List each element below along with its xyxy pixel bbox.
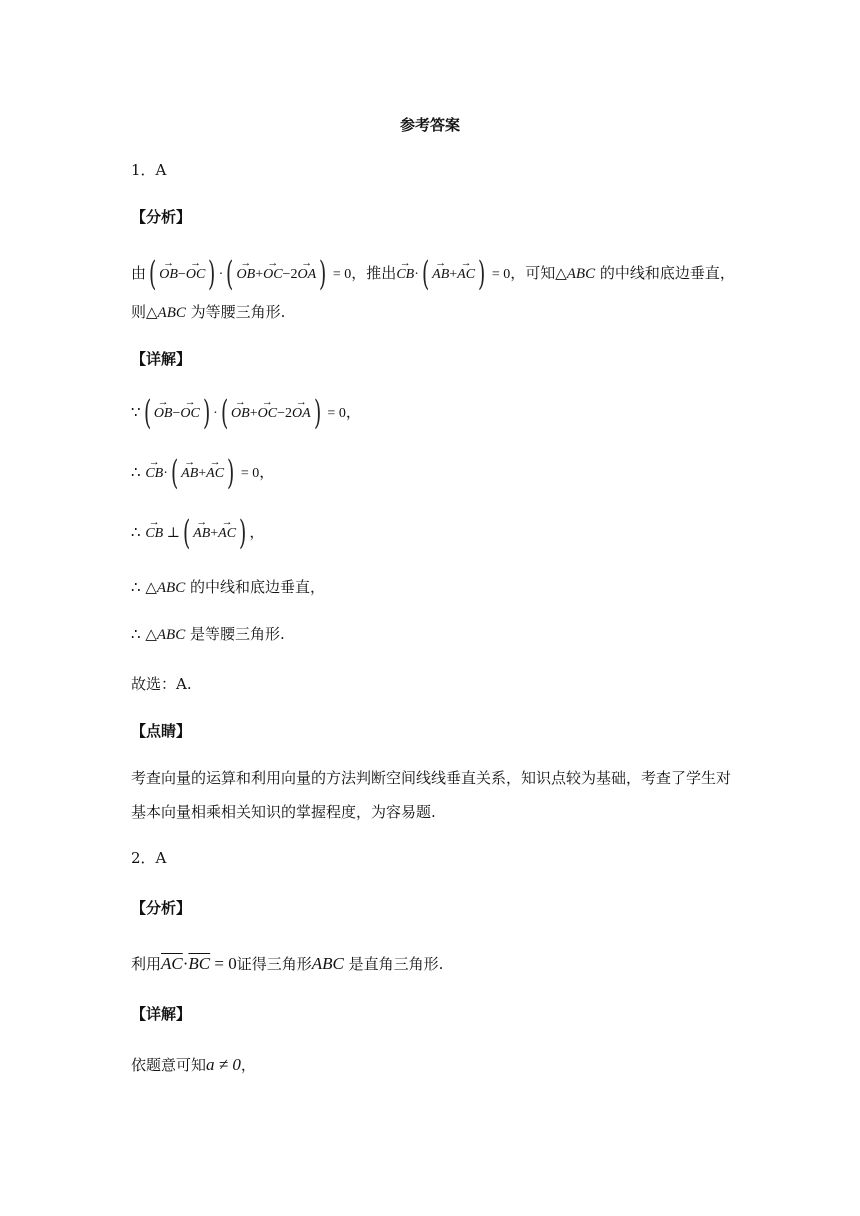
q1-number: 1．A <box>131 161 167 179</box>
q1-comment-heading: 【点睛】 <box>131 722 192 740</box>
q1-analysis-line1: 由( → OB−→ OC) ·( → OB+→ OC−2→ OA) = 0，推出→ CB·( → AB+→ AC) = 0，可知△ABC 的中线和底边垂直， <box>131 262 735 286</box>
q1-detail-step3: ∴ → CB ⊥( → AB+→ AC) ， <box>131 521 264 545</box>
q1-detail-step5: ∴ △ABC 是等腰三角形. <box>131 625 285 643</box>
page-title: 参考答案 <box>399 116 460 134</box>
q1-analysis-line2: 则△ABC 为等腰三角形. <box>131 303 286 321</box>
q1-detail-step1: ∵( → OB−→ OC) ·( → OB+→ OC−2→ OA) = 0， <box>131 401 361 425</box>
q1-detail-step2: ∴ → CB·( → AB+→ AC) = 0， <box>131 461 274 485</box>
q1-analysis-heading: 【分析】 <box>131 208 192 226</box>
q1-comment-line2: 基本向量相乘相关知识的掌握程度，为容易题. <box>131 803 436 821</box>
q1-choice: 故选：A. <box>131 675 192 693</box>
q2-analysis-heading: 【分析】 <box>131 899 192 917</box>
q2-detail-heading: 【详解】 <box>131 1005 192 1023</box>
q1-detail-heading: 【详解】 <box>131 350 192 368</box>
q2-analysis-line: 利用$\overline{AC}\cdot\overline{BC} = 0$证得三角形ABC 是直角三角形. <box>131 954 444 973</box>
q1-comment-line1: 考查向量的运算和利用向量的方法判断空间线线垂直关系，知识点较为基础，考查了学生对 <box>131 769 732 787</box>
q2-detail-line: 依题意可知a ≠ 0， <box>131 1055 256 1074</box>
q1-detail-step4: ∴ △ABC 的中线和底边垂直， <box>131 578 326 596</box>
q2-number: 2．A <box>131 849 167 867</box>
